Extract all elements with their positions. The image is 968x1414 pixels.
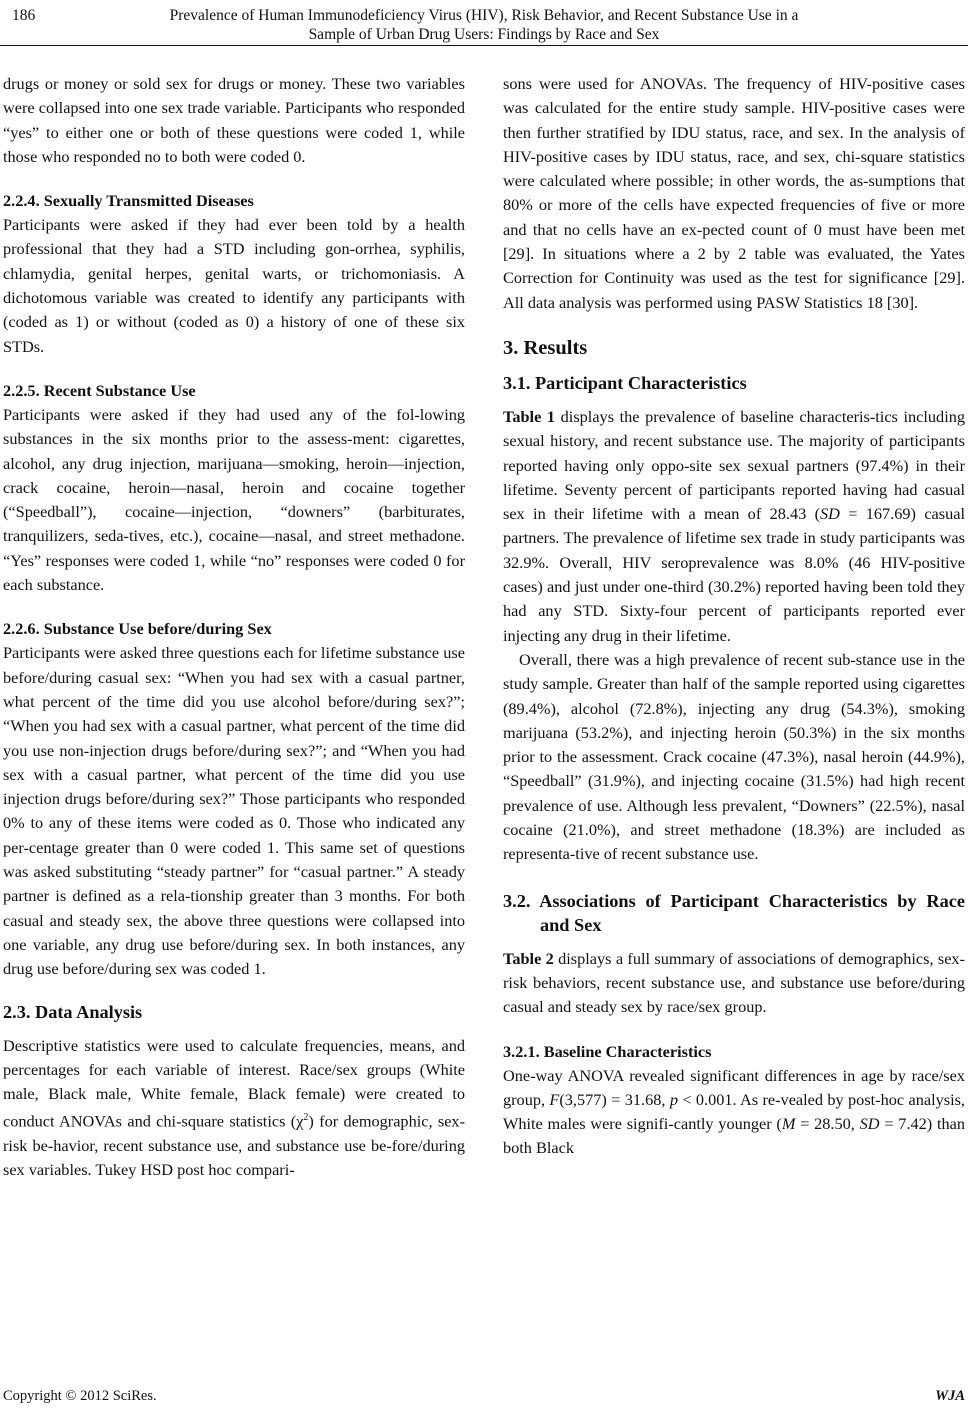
- section-heading: 3.2.1. Baseline Characteristics: [503, 1041, 712, 1061]
- section-heading: 2.2.6. Substance Use before/during Sex: [3, 619, 272, 639]
- paragraph: drugs or money or sold sex for drugs or money. These two variables were collapsed into one sex trade variable. Participants who responded “yes” to either one or both of these questions were coded 1, while those who responded no to both were coded 0.: [3, 74, 465, 166]
- left-column: [3, 72, 465, 1183]
- section-heading: 2.2.4. Sexually Transmitted Diseases: [3, 191, 254, 211]
- header-title-line1: Prevalence of Human Immunodeficiency Virus (HIV), Risk Behavior, and Recent Substance Use in a: [169, 7, 799, 24]
- header-rule: [0, 45, 968, 46]
- running-header: [0, 6, 968, 44]
- section-heading: 3.2. Associations of Participant Characteristics by Race and Sex: [503, 890, 965, 935]
- section-heading: 3. Results: [503, 336, 588, 359]
- paragraph: Participants were asked if they had used any of the fol-lowing substances in the six months prior to the assess-ment: cigarettes, alcohol, any drug injection, marijuana—smoking, heroin—injection, crack cocaine, heroin—nasal, heroin and cocaine together (“Speedball”), cocaine—injection, “downers” (barbiturates, tranquilizers, seda-tives, etc.), cocaine—nasal, and street methadone. “Yes” responses were coded 1, while “no” responses were coded 0 for each substance.: [3, 404, 465, 595]
- header-title-line2: Sample of Urban Drug Users: Findings by Race and Sex: [308, 26, 660, 43]
- paragraph: One-way ANOVA revealed significant differences in age by race/sex group, F(3,577) = 31.68, p < 0.001. As re-vealed by post-hoc analysis, White males were signifi-cantly younger (M = 28.50, SD = 7.42) than both Black: [503, 1065, 965, 1158]
- journal-abbrev: WJA: [935, 1388, 965, 1404]
- section-heading: 2.2.5. Recent Substance Use: [3, 380, 196, 400]
- paragraph: Participants were asked three questions each for lifetime substance use before/during casual sex: “When you had sex with a casual partner, what percent of the time did you use alcohol before/during sex?”; “When you had sex with a casual partner, what percent of the time did you use non-injection drugs before/during sex?”; and “When you had sex with a casual partner, what percent of the time did you use injection drugs before/during sex?” Those participants who responded 0% to any of these items were coded as 0. Those who indicated any per-centage greater than 0 were coded 1. This same set of questions was asked substituting “steady partner” for “casual partner.” A steady partner is defined as a rela-tionship greater than 3 months. For both casual and steady sex, the above three questions were collapsed into one variable, any drug use before/during sex. In both instances, any drug use before/during sex was coded 1.: [3, 643, 465, 979]
- table-reference: Table 1: [503, 406, 556, 426]
- paragraph: Table 2 displays a full summary of associations of demographics, sex-risk behaviors, recent substance use, and substance use before/during casual and steady sex by race/sex group.: [503, 948, 965, 1017]
- paragraph: Table 1 displays the prevalence of baseline characteris-tics including sexual history, and recent substance use. The majority of participants reported having only oppo-site sex sexual partners (97.4%) in their lifetime. Seventy percent of participants reported having had casual sex in their lifetime with a mean of 28.43 (SD = 167.69) casual partners. The prevalence of lifetime sex trade in study participants was 32.9%. Overall, HIV seroprevalence was 8.0% (46 HIV-positive cases) and just under one-third (30.2%) reported having been told they had any STD. Sixty-four percent of participants reported ever injecting any drug in their lifetime.: [503, 406, 965, 645]
- right-column: [503, 72, 965, 1161]
- paragraph: Participants were asked if they had ever been told by a health professional that they had a STD including gon-orrhea, syphilis, chlamydia, genital herpes, genital warts, or trichomoniasis. A dichotomous variable was created to identify any participants with (coded as 1) or without (coded as 0) a history of one of these six STDs.: [3, 215, 465, 356]
- copyright-text: Copyright © 2012 SciRes.: [3, 1388, 157, 1404]
- page-number: 186: [12, 7, 36, 24]
- table-reference: Table 2: [503, 948, 554, 968]
- paragraph: Descriptive statistics were used to calculate frequencies, means, and percentages for each variable of interest. Race/sex groups (White male, Black male, White female, Black female) were created to conduct ANOVAs and chi-square statistics $(\chi^2)$ for demographic, sex-risk be-havior, recent substance use, and substance use be-fore/during sex variables. Tukey HSD post hoc compari-: [3, 1035, 465, 1180]
- paragraph: sons were used for ANOVAs. The frequency of HIV-positive cases was calculated for the entire study sample. HIV-positive cases were then further stratified by IDU status, race, and sex. In the analysis of HIV-positive cases by IDU status, race, and sex, chi-square statistics were calculated where possible; in other words, the as-sumptions that 80% or more of the cells have expected frequencies of five or more and that no cells have an ex-pected count of 0 must have been met [29]. In situations where a 2 by 2 table was evaluated, the Yates Correction for Continuity was used as the test for significance [29]. All data analysis was performed using PASW Statistics 18 [30].: [503, 74, 965, 312]
- paragraph: Overall, there was a high prevalence of recent sub-stance use in the study sample. Greater than half of the sample reported using cigarettes (89.4%), alcohol (72.8%), injecting any drug (54.3%), smoking marijuana (53.2%), and injecting heroin (50.3%) in the six months prior to the assessment. Crack cocaine (47.3%), nasal heroin (44.9%), “Speedball” (31.9%), and injecting cocaine (31.5%) had high recent prevalence of use. Although less prevalent, “Downers” (22.5%), nasal cocaine (21.0%), and street methadone (18.3%) are included as representa-tive of recent substance use.: [503, 649, 965, 864]
- section-heading: 2.3. Data Analysis: [3, 1001, 143, 1022]
- section-heading: 3.1. Participant Characteristics: [503, 372, 747, 393]
